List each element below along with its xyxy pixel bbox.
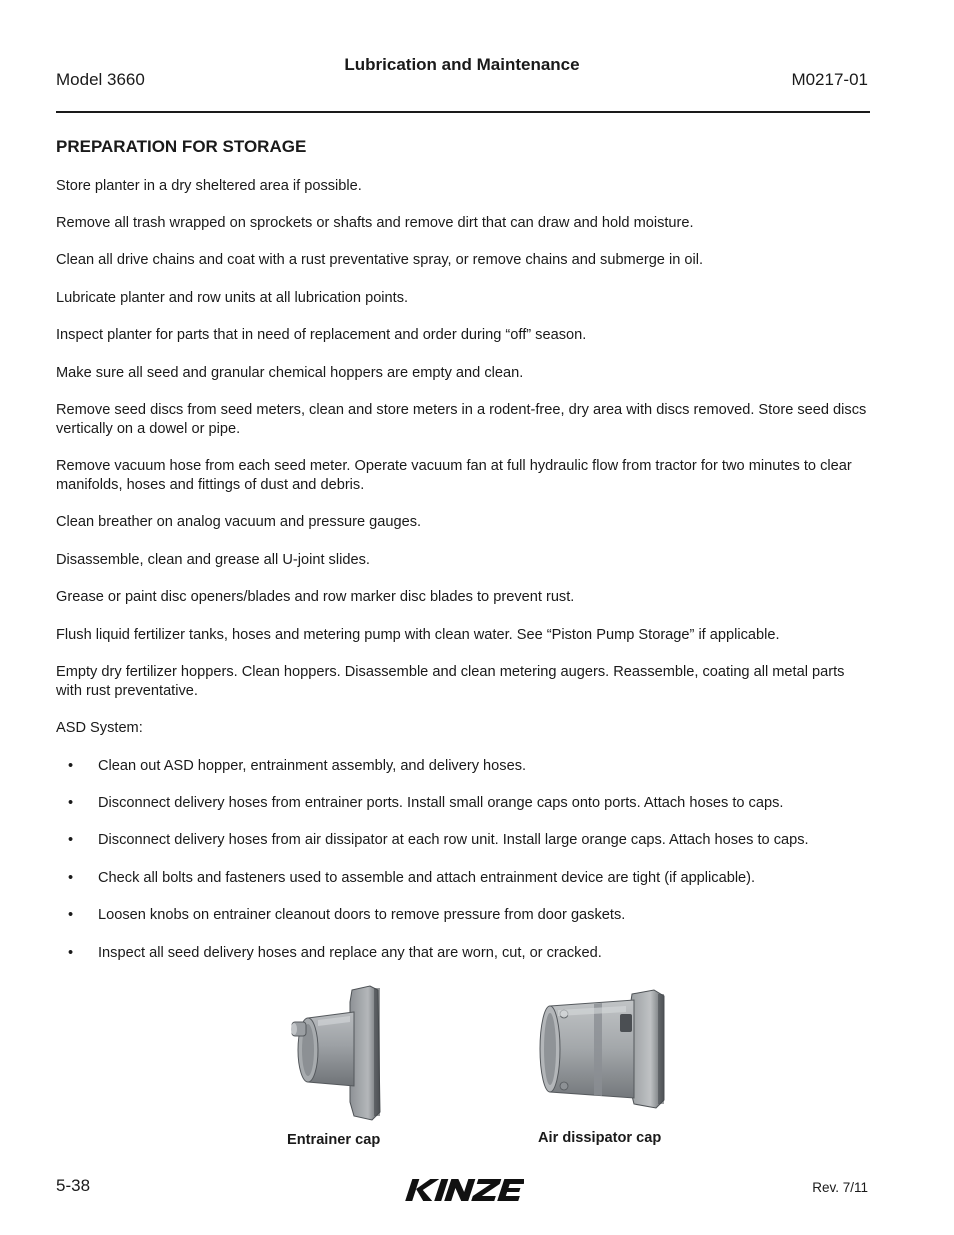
bullet-marker: •: [68, 832, 74, 848]
paragraph: Empty dry fertilizer hoppers. Clean hoppers. Disassemble and clean metering augers. Reassemble, coating all metal parts with rust preventative.: [56, 664, 845, 699]
header-divider: [56, 111, 870, 113]
figure-caption: Air dissipator cap: [538, 1130, 662, 1146]
paragraph: Remove vacuum hose from each seed meter. Operate vacuum fan at full hydraulic flow from tractor for two minutes to clear manifolds, hoses and fittings of dust and debris.: [56, 458, 852, 493]
header-model: Model 3660: [56, 70, 145, 89]
bullet-marker: •: [68, 907, 74, 923]
bullet-marker: •: [68, 945, 74, 961]
paragraph: Flush liquid fertilizer tanks, hoses and metering pump with clean water. See “Piston Pump Storage” if applicable.: [56, 627, 780, 643]
paragraph: Clean breather on analog vacuum and pressure gauges.: [56, 514, 422, 530]
paragraph: Remove seed discs from seed meters, clean and store meters in a rodent-free, dry area with discs removed. Store seed discs vertically on a dowel or pipe.: [56, 402, 867, 437]
paragraph: Grease or paint disc openers/blades and row marker disc blades to prevent rust.: [56, 589, 575, 605]
bullet-marker: •: [68, 870, 74, 886]
bullet-item: Disconnect delivery hoses from entrainer ports. Install small orange caps onto ports. Attach hoses to caps.: [98, 795, 784, 811]
page-number: 5-38: [56, 1176, 91, 1195]
paragraph: Store planter in a dry sheltered area if possible.: [56, 178, 362, 194]
paragraph: Make sure all seed and granular chemical hoppers are empty and clean.: [56, 365, 524, 381]
paragraph: Disassemble, clean and grease all U-joint slides.: [56, 552, 370, 568]
paragraph: Inspect planter for parts that in need of replacement and order during “off” season.: [56, 327, 587, 343]
revision-label: Rev. 7/11: [812, 1180, 868, 1195]
entrainer-cap-image: [280, 982, 390, 1124]
bullet-marker: •: [68, 758, 74, 774]
bullet-marker: •: [68, 795, 74, 811]
bullet-item: Clean out ASD hopper, entrainment assembly, and delivery hoses.: [98, 758, 527, 774]
paragraph: Remove all trash wrapped on sprockets or shafts and remove dirt that can draw and hold moisture.: [56, 215, 694, 231]
paragraph: Clean all drive chains and coat with a rust preventative spray, or remove chains and submerge in oil.: [56, 252, 704, 268]
kinze-logo: [404, 1177, 524, 1203]
paragraph: ASD System:: [56, 720, 143, 736]
paragraph: Lubricate planter and row units at all lubrication points.: [56, 290, 409, 306]
header-title: Lubrication and Maintenance: [344, 55, 580, 74]
bullet-item: Inspect all seed delivery hoses and replace any that are worn, cut, or cracked.: [98, 945, 602, 961]
bullet-item: Check all bolts and fasteners used to assemble and attach entrainment device are tight (if applicable).: [98, 870, 756, 886]
air-dissipator-cap-image: [536, 984, 668, 1114]
bullet-item: Loosen knobs on entrainer cleanout doors to remove pressure from door gaskets.: [98, 907, 626, 923]
section-title: PREPARATION FOR STORAGE: [56, 137, 307, 156]
figure-caption: Entrainer cap: [287, 1132, 381, 1148]
header-doc-number: M0217-01: [791, 70, 868, 89]
bullet-item: Disconnect delivery hoses from air dissipator at each row unit. Install large orange caps. Attach hoses to caps.: [98, 832, 809, 848]
